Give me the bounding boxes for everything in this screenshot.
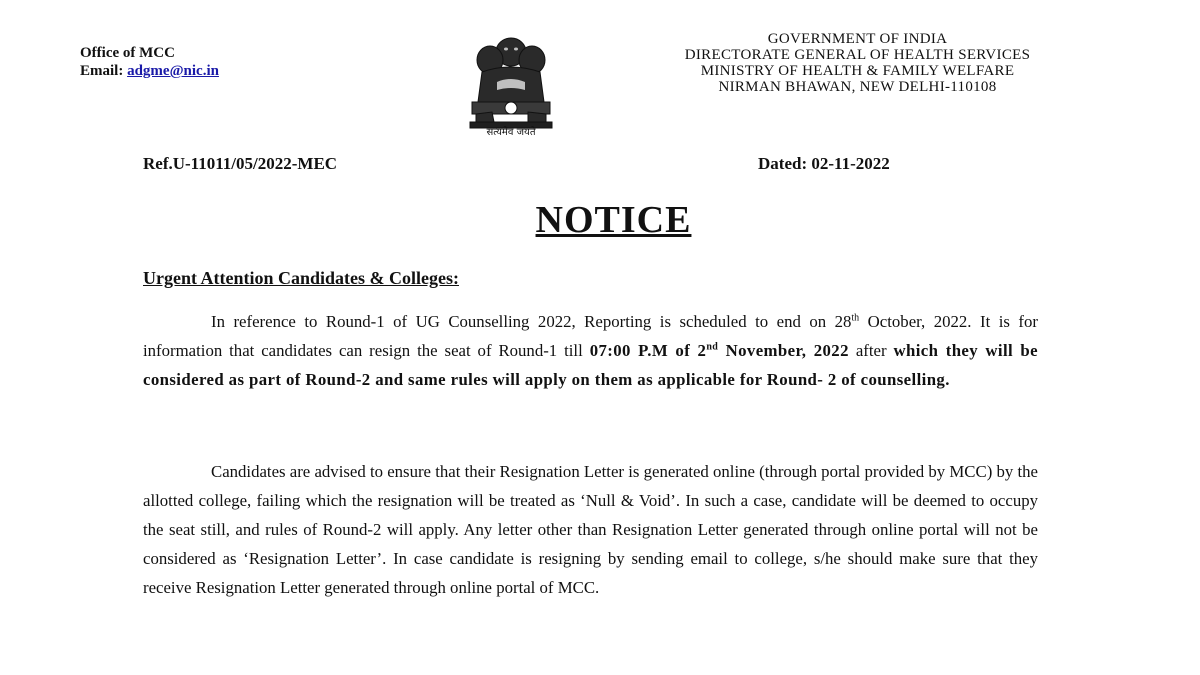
notice-date: Dated: 02-11-2022 <box>758 154 890 173</box>
para1-bold-1: 07:00 P.M of 2 <box>589 341 707 360</box>
paragraph-1 <box>143 307 1038 394</box>
govt-line: DIRECTORATE GENERAL OF HEALTH SERVICES <box>684 47 1031 63</box>
government-header <box>600 31 1115 95</box>
para1-text-2: October, 2022. It is for information that candidates can resign the seat of Round-1 till <box>143 312 1038 360</box>
office-label: Office of MCC <box>80 45 175 61</box>
para1-bold-3: which they will be considered as part of Round-2 and same rules will apply on them as applicable for Round- 2 of counselling. <box>143 341 1038 389</box>
para1-text-3: after <box>848 341 894 360</box>
notice-title: NOTICE <box>535 199 692 241</box>
para1-sup-1: th <box>851 312 860 324</box>
govt-line: NIRMAN BHAWAN, NEW DELHI-110108 <box>718 79 997 95</box>
para1-sup-2: nd <box>706 341 719 353</box>
email-link[interactable]: adgme@nic.in <box>127 63 219 79</box>
email-line <box>80 62 219 80</box>
emblem-motto: सत्यमेव जयते <box>486 127 536 138</box>
office-block <box>80 44 219 80</box>
reference-number: Ref.U-11011/05/2022-MEC <box>143 154 338 173</box>
email-label: Email: <box>80 63 124 79</box>
attention-heading: Urgent Attention Candidates & Colleges: <box>143 268 459 288</box>
para1-bold-2: November, 2022 <box>718 341 849 360</box>
para1-text-1: In reference to Round-1 of UG Counselling 2022, Reporting is scheduled to end on 28 <box>211 312 852 331</box>
govt-line: GOVERNMENT OF INDIA <box>767 31 948 47</box>
govt-line: MINISTRY OF HEALTH & FAMILY WELFARE <box>700 63 1015 79</box>
paragraph-2: Candidates are advised to ensure that their Resignation Letter is generated online (through portal provided by MCC) by the allotted college, failing which the resignation will be treated as ‘Null & Void’. In such a case, candidate will be deemed to occupy the seat still, and rules of Round-2 will apply. Any letter other than Resignation Letter generated through online portal will not be considered as ‘Resignation Letter’. In case candidate is resigning by sending email to college, s/he should make sure that they receive Resignation Letter generated through online portal of MCC. <box>143 462 1038 597</box>
